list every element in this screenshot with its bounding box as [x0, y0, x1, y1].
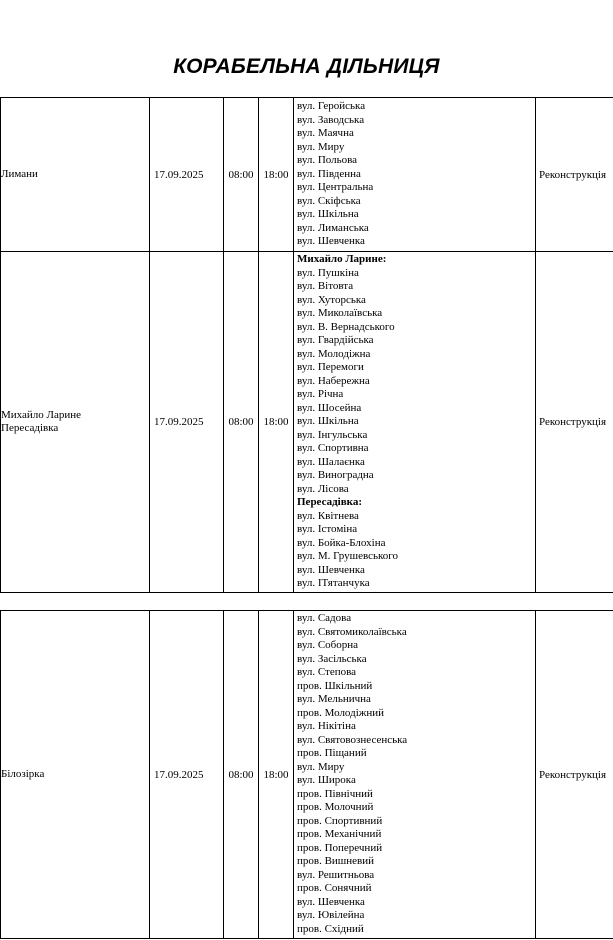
street-name: вул. Гвардійська: [297, 334, 374, 346]
street-name: пров. Механічний: [297, 828, 382, 840]
street-name: вул. Шкільна: [297, 208, 359, 221]
street-name: пров. Північний: [297, 787, 373, 800]
street-name: вул. Шкільна: [297, 415, 359, 427]
street-name: пров. Піщаний: [297, 747, 367, 759]
street-name: пров. Вишневий: [297, 855, 375, 867]
street-name: вул. Молодіжна: [297, 347, 371, 360]
location-cell: [1, 611, 150, 939]
work-type-cell: Реконструкція: [536, 98, 613, 252]
street-name: вул. Нікітіна: [297, 720, 356, 732]
settlement-heading: Пересадівка:: [297, 496, 362, 508]
street-name: пров. Молодіжний: [297, 706, 385, 719]
street-name: вул. Шевченка: [297, 563, 365, 576]
streets-cell: [294, 252, 536, 593]
table-row: [1, 252, 613, 593]
location-name: Михайло Ларине: [1, 408, 82, 421]
streets-cell: [294, 98, 536, 252]
end-time-cell: 18:00: [259, 611, 294, 939]
street-name: вул. Шевченка: [297, 895, 365, 908]
street-name: вул. ІТятанчука: [297, 577, 370, 589]
street-name: вул. Миру: [297, 140, 345, 153]
location-cell: [1, 252, 150, 593]
street-name: вул. Решитньова: [297, 868, 375, 881]
location-name: Білозірка: [1, 768, 45, 780]
street-name: вул. Засільська: [297, 652, 367, 665]
street-name: вул. Вітовта: [297, 280, 354, 292]
location-name: Пересадівка: [1, 421, 59, 434]
street-name: вул. Хуторська: [297, 293, 366, 306]
street-name: вул. Степова: [297, 666, 357, 678]
street-name: вул. Річна: [297, 388, 344, 400]
street-name: вул. Перемоги: [297, 361, 364, 373]
street-name: вул. Виноградна: [297, 469, 374, 481]
location-cell: [1, 98, 150, 252]
street-name: вул. Спортивна: [297, 442, 369, 454]
street-name: пров. Шкільний: [297, 679, 373, 692]
street-name: пров. Молочний: [297, 801, 374, 813]
work-type-cell: Реконструкція: [536, 611, 613, 939]
street-name: вул. Шосейна: [297, 401, 362, 414]
street-name: вул. Шевченка: [297, 235, 365, 248]
street-name: вул. Миру: [297, 760, 345, 773]
street-name: вул. Квітнева: [297, 509, 359, 522]
street-name: вул. Святомиколаївська: [297, 625, 407, 638]
street-name: вул. Мельнична: [297, 693, 371, 705]
street-name: вул. Садова: [297, 612, 352, 624]
street-name: вул. В. Вернадського: [297, 320, 395, 333]
street-name: вул. Шалаєнка: [297, 455, 365, 468]
street-name: вул. М. Грушевського: [297, 550, 399, 562]
schedule-table: [0, 97, 613, 593]
table-row: [1, 98, 613, 252]
table-row: [1, 611, 613, 939]
street-name: вул. Заводська: [297, 113, 365, 126]
end-time-cell: 18:00: [259, 98, 294, 252]
streets-cell: [294, 611, 536, 939]
location-name: Лимани: [1, 168, 38, 180]
street-name: пров. Сонячний: [297, 882, 372, 894]
start-time-cell: 08:00: [224, 98, 259, 252]
street-name: вул. Лісова: [297, 482, 349, 495]
street-name: вул. Маячна: [297, 127, 354, 140]
street-name: вул. Святовознесенська: [297, 733, 408, 746]
street-name: вул. Південна: [297, 167, 361, 180]
page-title: КОРАБЕЛЬНА ДІЛЬНИЦЯ: [173, 55, 440, 78]
street-name: вул. Широка: [297, 774, 356, 786]
street-name: вул. Соборна: [297, 639, 359, 651]
street-name: вул. Миколаївська: [297, 307, 383, 319]
settlement-heading: Михайло Ларине:: [297, 253, 387, 265]
street-name: вул. Лиманська: [297, 221, 369, 234]
schedule-table: [0, 610, 613, 939]
date-cell: 17.09.2025: [150, 611, 224, 939]
street-name: пров. Поперечний: [297, 841, 383, 854]
street-name: вул. Набережна: [297, 374, 370, 387]
street-name: пров. Східний: [297, 922, 364, 935]
work-type-cell: Реконструкція: [536, 252, 613, 593]
street-name: вул. Пушкіна: [297, 266, 359, 279]
date-cell: 17.09.2025: [150, 98, 224, 252]
street-name: вул. Істоміна: [297, 523, 358, 535]
street-name: вул. Центральна: [297, 181, 374, 194]
start-time-cell: 08:00: [224, 611, 259, 939]
end-time-cell: 18:00: [259, 252, 294, 593]
street-name: вул. Скіфська: [297, 194, 361, 207]
street-name: вул. Бойка-Блохіна: [297, 536, 386, 549]
street-name: пров. Спортивний: [297, 814, 383, 827]
street-name: вул. Ювілейна: [297, 909, 365, 921]
street-name: вул. Польова: [297, 154, 358, 167]
street-name: вул. Геройська: [297, 100, 366, 113]
street-name: вул. Інгульська: [297, 428, 368, 441]
start-time-cell: 08:00: [224, 252, 259, 593]
date-cell: 17.09.2025: [150, 252, 224, 593]
